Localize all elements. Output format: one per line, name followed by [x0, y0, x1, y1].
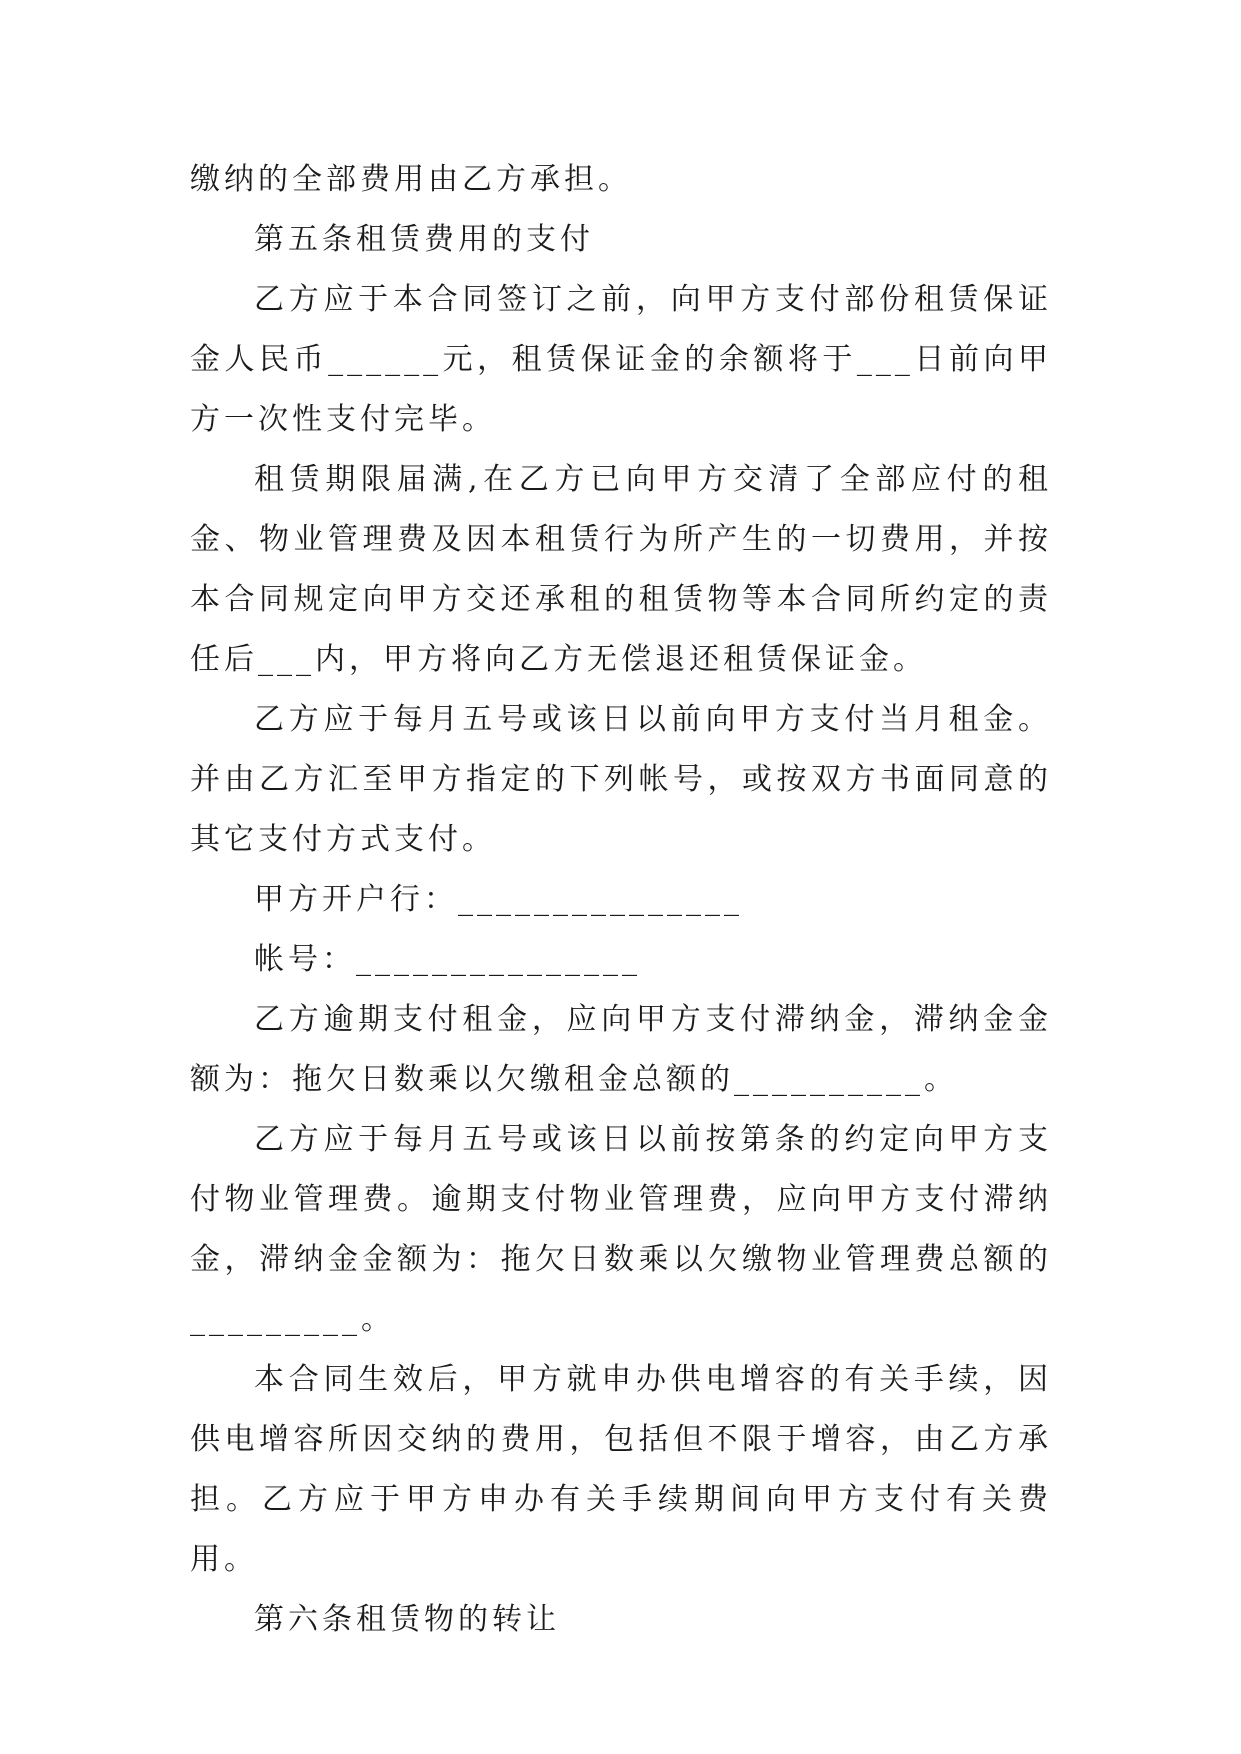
- paragraph-deposit-refund: 租赁期限届满,在乙方已向甲方交清了全部应付的租金、物业管理费及因本租赁行为所产生的一切费用，并按本合同规定向甲方交还承租的租赁物等本合同所约定的责任后___内，甲方将向乙方无偿退还租赁保证金。: [190, 462, 1052, 677]
- paragraph-monthly-rent: 乙方应于每月五号或该日以前向甲方支付当月租金。并由乙方汇至甲方指定的下列帐号，或按双方书面同意的其它支付方式支付。: [190, 702, 1052, 857]
- paragraph-late-rent-fee: 乙方逾期支付租金，应向甲方支付滞纳金，滞纳金金额为：拖欠日数乘以欠缴租金总额的__________。: [190, 1002, 1052, 1097]
- paragraph-property-fee: 乙方应于每月五号或该日以前按第条的约定向甲方支付物业管理费。逾期支付物业管理费，应向甲方支付滞纳金，滞纳金金额为：拖欠日数乘以欠缴物业管理费总额的_________。: [190, 1122, 1052, 1337]
- paragraph-fee-continuation: 缴纳的全部费用由乙方承担。: [190, 162, 632, 197]
- field-bank-name: 甲方开户行：_______________: [254, 882, 743, 917]
- paragraph-power-capacity: 本合同生效后，甲方就申办供电增容的有关手续，因供电增容所因交纳的费用，包括但不限于增容，由乙方承担。乙方应于甲方申办有关手续期间向甲方支付有关费用。: [190, 1362, 1052, 1577]
- section-heading-article-6: 第六条租赁物的转让: [254, 1602, 560, 1637]
- document-body: [190, 150, 1052, 1650]
- field-account-number: 帐号：_______________: [254, 942, 641, 977]
- paragraph-deposit-payment: 乙方应于本合同签订之前，向甲方支付部份租赁保证金人民币______元，租赁保证金的余额将于___日前向甲方一次性支付完毕。: [190, 282, 1052, 437]
- section-heading-article-5: 第五条租赁费用的支付: [254, 222, 594, 257]
